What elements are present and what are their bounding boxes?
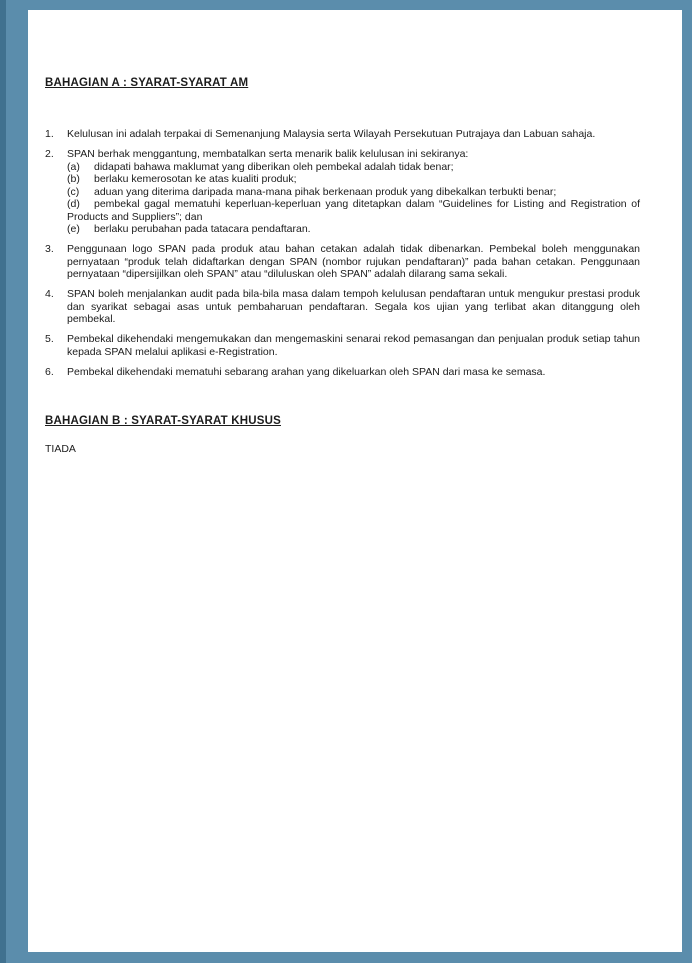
section-b-heading: BAHAGIAN B : SYARAT-SYARAT KHUSUS [45, 415, 281, 427]
list-item-2 [45, 148, 640, 236]
sub-item-d [67, 198, 640, 223]
document-page [28, 10, 682, 952]
section-a-heading: BAHAGIAN A : SYARAT-SYARAT AM [45, 77, 249, 89]
item-number: 4. [45, 288, 54, 300]
section-b-body: TIADA [45, 443, 76, 455]
item-text: Pembekal dikehendaki mengemukakan dan mengemaskini senarai rekod pemasangan dan penjualan produk setiap tahun kepada SPAN melalui aplikasi e-Registration. [67, 333, 640, 358]
sub-item-label: (d) [67, 198, 80, 210]
sub-item-text: berlaku perubahan pada tatacara pendaftaran. [94, 223, 311, 235]
scan-left-edge [0, 0, 6, 963]
item-number: 1. [45, 128, 54, 140]
sub-item-label: (b) [67, 173, 80, 185]
sub-item-c [67, 186, 640, 199]
sub-item-text: aduan yang diterima daripada mana-mana pihak berkenaan produk yang dibekalkan terbukti benar; [94, 185, 557, 198]
sub-item-label: (a) [67, 160, 80, 173]
list-item-5 [45, 333, 640, 358]
item-text: SPAN berhak menggantung, membatalkan serta menarik balik kelulusan ini sekiranya: [67, 148, 469, 160]
sub-item-a [67, 161, 640, 174]
list-item-6 [45, 366, 640, 379]
sub-item-e [67, 223, 640, 236]
list-item-4 [45, 288, 640, 326]
item-number: 2. [45, 148, 54, 160]
item-number: 3. [45, 243, 54, 255]
section-a-items [45, 128, 640, 378]
item-number: 5. [45, 333, 54, 345]
item-text: Pembekal dikehendaki mematuhi sebarang arahan yang dikeluarkan oleh SPAN dari masa ke semasa. [67, 365, 546, 378]
list-item-3 [45, 243, 640, 281]
sub-item-label: (c) [67, 185, 80, 198]
sub-item-label: (e) [67, 223, 80, 235]
document-content [45, 76, 640, 456]
item-text: Kelulusan ini adalah terpakai di Semenanjung Malaysia serta Wilayah Persekutuan Putrajaya dan Labuan sahaja. [67, 128, 596, 140]
list-item-1 [45, 128, 640, 141]
item-text: SPAN boleh menjalankan audit pada bila-bila masa dalam tempoh kelulusan pendaftaran untuk mengukur prestasi produk dan syarikat sebagai asas untuk pembaharuan pendaftaran. Segala kos ujian yang terlibat akan ditanggung oleh pembekal. [67, 288, 640, 325]
item-text: Penggunaan logo SPAN pada produk atau bahan cetakan adalah tidak dibenarkan. Pembekal boleh menggunakan pernyataan “produk telah didaftarkan dengan SPAN (nombor rujukan pendaftaran)” pada bahan cetakan. Penggunaan pernyataan “dipersijilkan oleh SPAN” atau “diluluskan oleh SPAN” adalah dilarang sama sekali. [67, 243, 640, 280]
sub-item-text: berlaku kemerosotan ke atas kualiti produk; [94, 173, 297, 185]
item-number: 6. [45, 365, 54, 378]
sub-item-text: didapati bahawa maklumat yang diberikan oleh pembekal adalah tidak benar; [94, 160, 454, 173]
sub-item-b [67, 173, 640, 186]
sub-item-text: pembekal gagal mematuhi keperluan-keperluan yang ditetapkan dalam “Guidelines for Listing and Registration of Products and Suppliers”; dan [67, 198, 640, 223]
